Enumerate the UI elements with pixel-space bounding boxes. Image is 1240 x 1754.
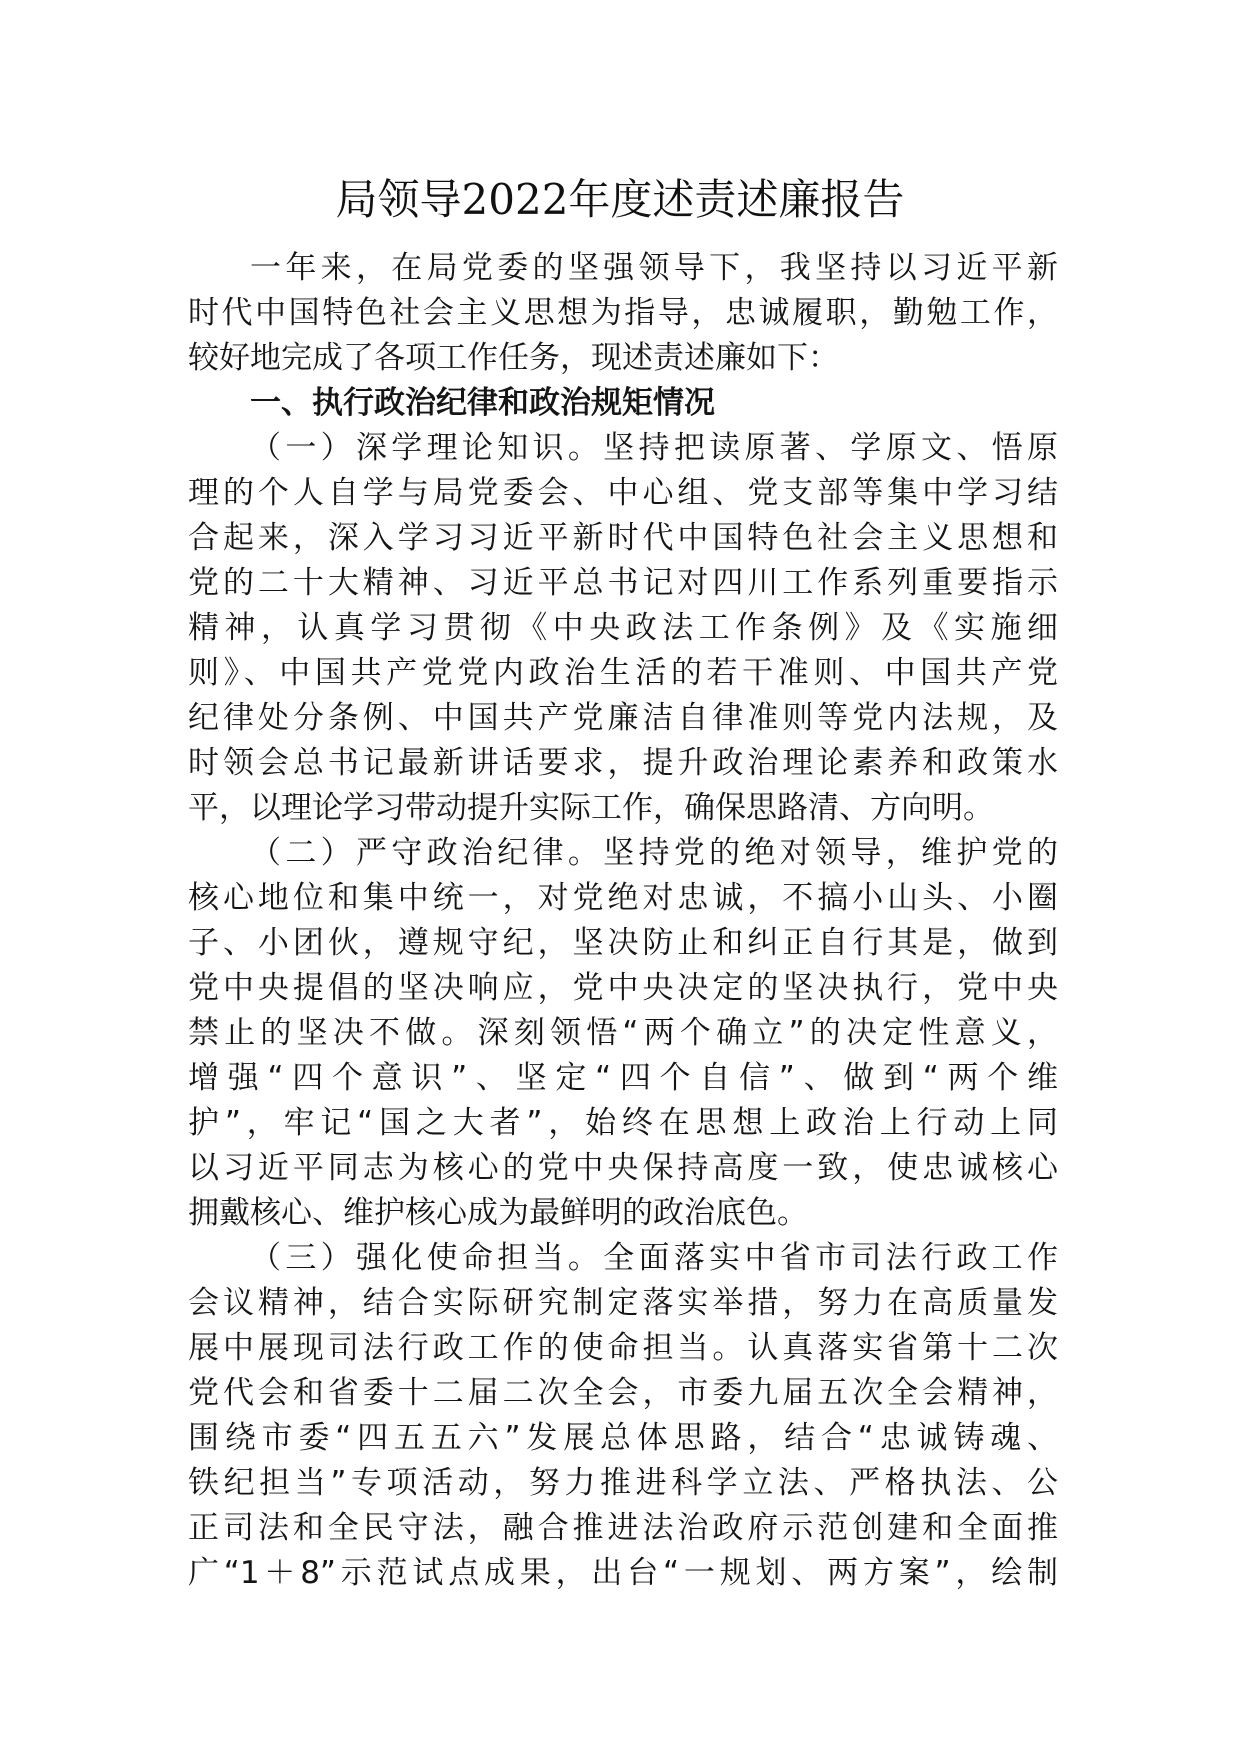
document-title: 局领导2022年度述责述廉报告	[335, 175, 905, 224]
text-line: 子、小团伙，遵规守纪，坚决防止和纠正自行其是，做到	[188, 925, 1058, 961]
text-line: 较好地完成了各项工作任务，现述责述廉如下：	[188, 340, 839, 376]
text-line: 党中央提倡的坚决响应，党中央决定的坚决执行，党中央	[188, 970, 1058, 1006]
text-line: 增强“四个意识”、坚定“四个自信”、做到“两个维	[188, 1060, 1058, 1096]
text-line: （二）严守政治纪律。坚持党的绝对领导，维护党的	[250, 835, 1058, 871]
text-line: 会议精神，结合实际研究制定落实举措，努力在高质量发	[188, 1285, 1058, 1321]
text-line: 时代中国特色社会主义思想为指导，忠诚履职，勤勉工作，	[188, 295, 1058, 331]
text-line: 精神，认真学习贯彻《中央政法工作条例》及《实施细	[188, 610, 1058, 646]
text-line: 铁纪担当”专项活动，努力推进科学立法、严格执法、公	[188, 1465, 1058, 1501]
text-line: 时领会总书记最新讲话要求，提升政治理论素养和政策水	[188, 745, 1058, 781]
text-line: 则》、中国共产党党内政治生活的若干准则、中国共产党	[188, 655, 1058, 691]
text-line: 正司法和全民守法，融合推进法治政府示范创建和全面推	[188, 1510, 1058, 1546]
text-line: （一）深学理论知识。坚持把读原著、学原文、悟原	[250, 430, 1058, 466]
text-line: 合起来，深入学习习近平新时代中国特色社会主义思想和	[188, 520, 1058, 556]
text-line: 理的个人自学与局党委会、中心组、党支部等集中学习结	[188, 475, 1058, 511]
text-line: 核心地位和集中统一，对党绝对忠诚，不搞小山头、小圈	[188, 880, 1058, 916]
text-line: （三）强化使命担当。全面落实中省市司法行政工作	[250, 1240, 1058, 1276]
text-line: 护”，牢记“国之大者”，始终在思想上政治上行动上同	[188, 1105, 1058, 1141]
text-line: 党的二十大精神、习近平总书记对四川工作系列重要指示	[188, 565, 1058, 601]
text-line: 纪律处分条例、中国共产党廉洁自律准则等党内法规，及	[188, 700, 1058, 736]
text-line: 禁止的坚决不做。深刻领悟“两个确立”的决定性意义，	[188, 1015, 1058, 1051]
section-heading: 一、执行政治纪律和政治规矩情况	[250, 385, 715, 421]
text-line: 展中展现司法行政工作的使命担当。认真落实省第十二次	[188, 1330, 1058, 1366]
text-line: 党代会和省委十二届二次全会，市委九届五次全会精神，	[188, 1375, 1058, 1411]
text-line: 广“1＋8”示范试点成果，出台“一规划、两方案”，绘制	[188, 1555, 1058, 1591]
text-line: 拥戴核心、维护核心成为最鲜明的政治底色。	[188, 1195, 808, 1231]
text-line: 围绕市委“四五五六”发展总体思路，结合“忠诚铸魂、	[188, 1420, 1058, 1456]
text-line: 以习近平同志为核心的党中央保持高度一致，使忠诚核心	[188, 1150, 1058, 1186]
text-line: 平，以理论学习带动提升实际工作，确保思路清、方向明。	[188, 790, 994, 826]
text-line: 一年来，在局党委的坚强领导下，我坚持以习近平新	[250, 250, 1058, 286]
document-body	[188, 246, 1058, 1596]
